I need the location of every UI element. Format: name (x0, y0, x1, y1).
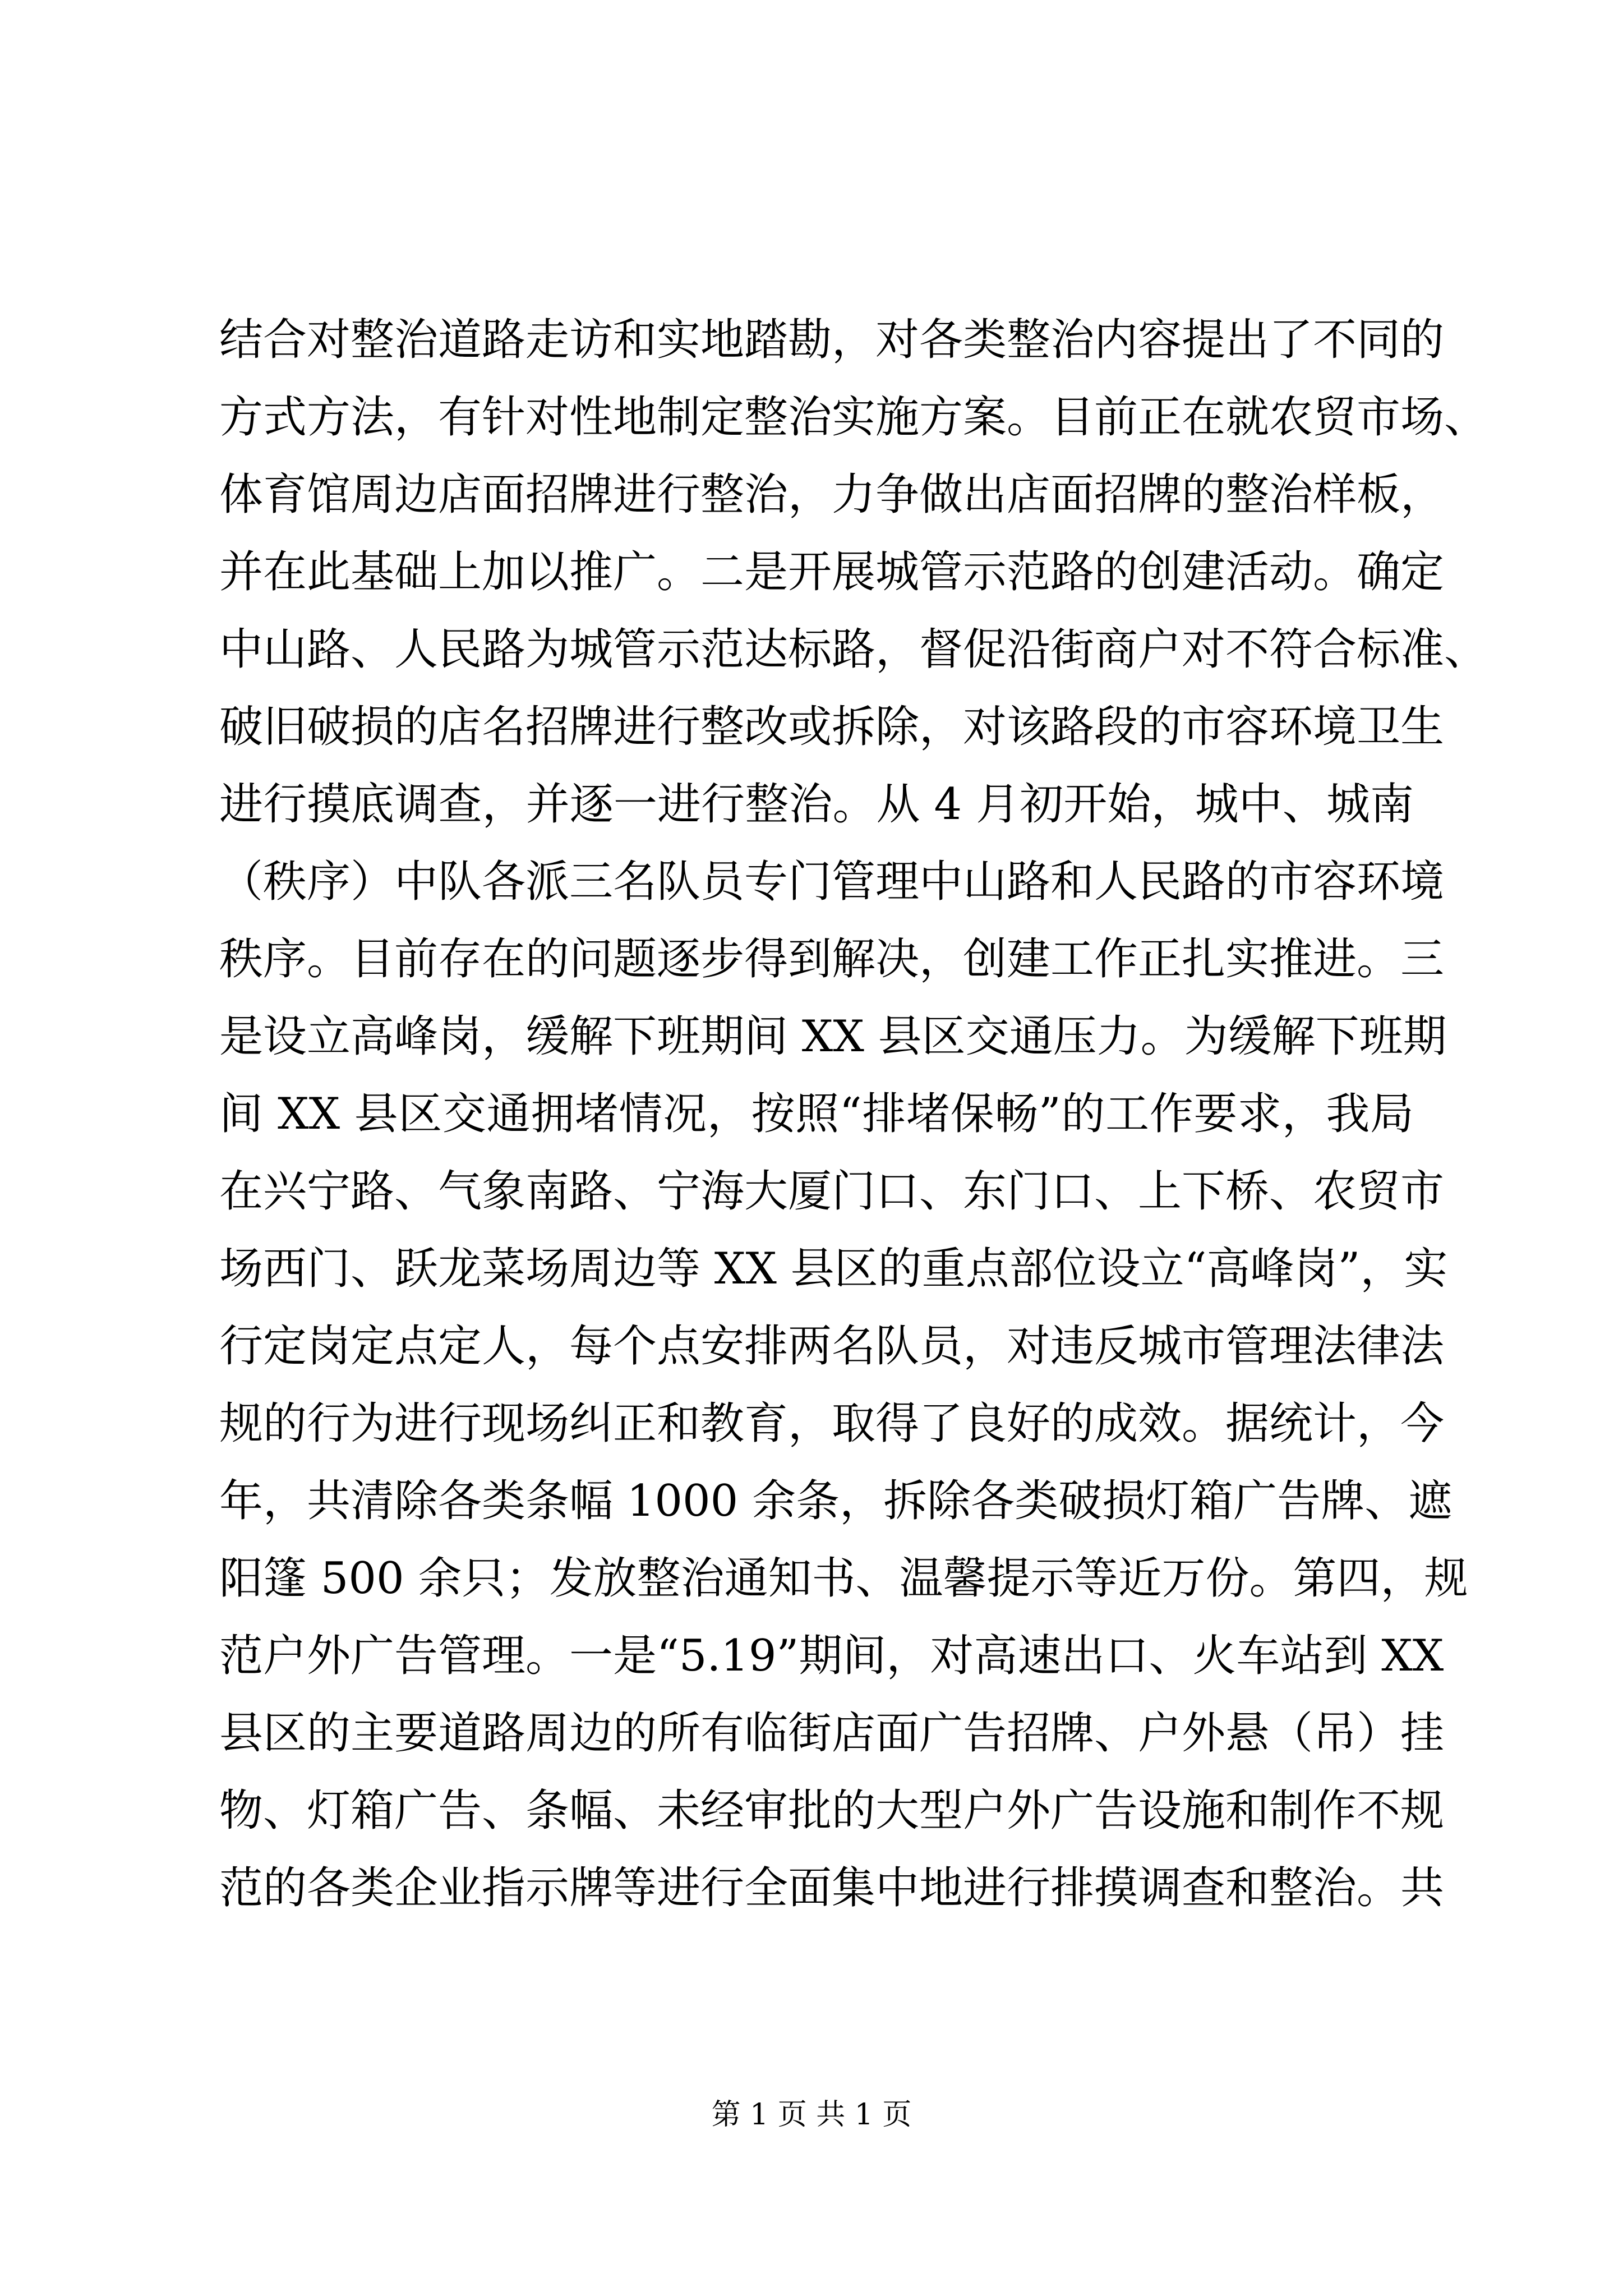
text-line: 县区的主要道路周边的所有临街店面广告招牌、户外悬（吊）挂 (219, 1708, 1445, 1759)
text-line: 破旧破损的店名招牌进行整改或拆除，对该路段的市容环境卫生 (219, 702, 1445, 752)
text-line: 中山路、人民路为城管示范达标路，督促沿街商户对不符合标准、 (219, 624, 1488, 675)
text-line: 场西门、跃龙菜场周边等 XX 县区的重点部位设立“高峰岗”，实 (219, 1244, 1448, 1294)
text-line: 方式方法，有针对性地制定整治实施方案。目前正在就农贸市场、 (219, 392, 1488, 443)
text-line: 结合对整治道路走访和实地踏勘，对各类整治内容提出了不同的 (219, 315, 1445, 365)
text-line: 秩序。目前存在的问题逐步得到解决，创建工作正扎实推进。三 (219, 934, 1445, 984)
text-line: 物、灯箱广告、条幅、未经审批的大型户外广告设施和制作不规 (219, 1786, 1445, 1836)
text-line: 规的行为进行现场纠正和教育，取得了良好的成效。据统计，今 (219, 1398, 1445, 1449)
text-line: 体育馆周边店面招牌进行整治，力争做出店面招牌的整治样板， (219, 470, 1445, 520)
text-line: 范的各类企业指示牌等进行全面集中地进行排摸调查和整治。共 (219, 1863, 1445, 1913)
text-line: 进行摸底调查，并逐一进行整治。从 4 月初开始，城中、城南 (219, 779, 1414, 830)
text-line: 阳篷 500 余只；发放整治通知书、温馨提示等近万份。第四，规 (219, 1553, 1468, 1604)
text-line: 间 XX 县区交通拥堵情况，按照“排堵保畅”的工作要求，我局 (219, 1089, 1414, 1139)
text-line: 年，共清除各类条幅 1000 余条，拆除各类破损灯箱广告牌、遮 (219, 1476, 1453, 1526)
text-line: 是设立高峰岗，缓解下班期间 XX 县区交通压力。为缓解下班期 (219, 1011, 1447, 1062)
text-line: （秩序）中队各派三名队员专门管理中山路和人民路的市容环境 (219, 857, 1445, 907)
text-line: 并在此基础上加以推广。二是开展城管示范路的创建活动。确定 (219, 547, 1445, 597)
page-number-label: 第 1 页 共 1 页 (711, 2098, 912, 2132)
body-text (219, 301, 1488, 1927)
text-line: 范户外广告管理。一是“5.19”期间，对高速出口、火车站到 XX (219, 1631, 1444, 1681)
text-line: 行定岗定点定人，每个点安排两名队员，对违反城市管理法律法 (219, 1321, 1445, 1372)
page-footer (0, 2095, 1623, 2134)
text-line: 在兴宁路、气象南路、宁海大厦门口、东门口、上下桥、农贸市 (219, 1166, 1445, 1217)
